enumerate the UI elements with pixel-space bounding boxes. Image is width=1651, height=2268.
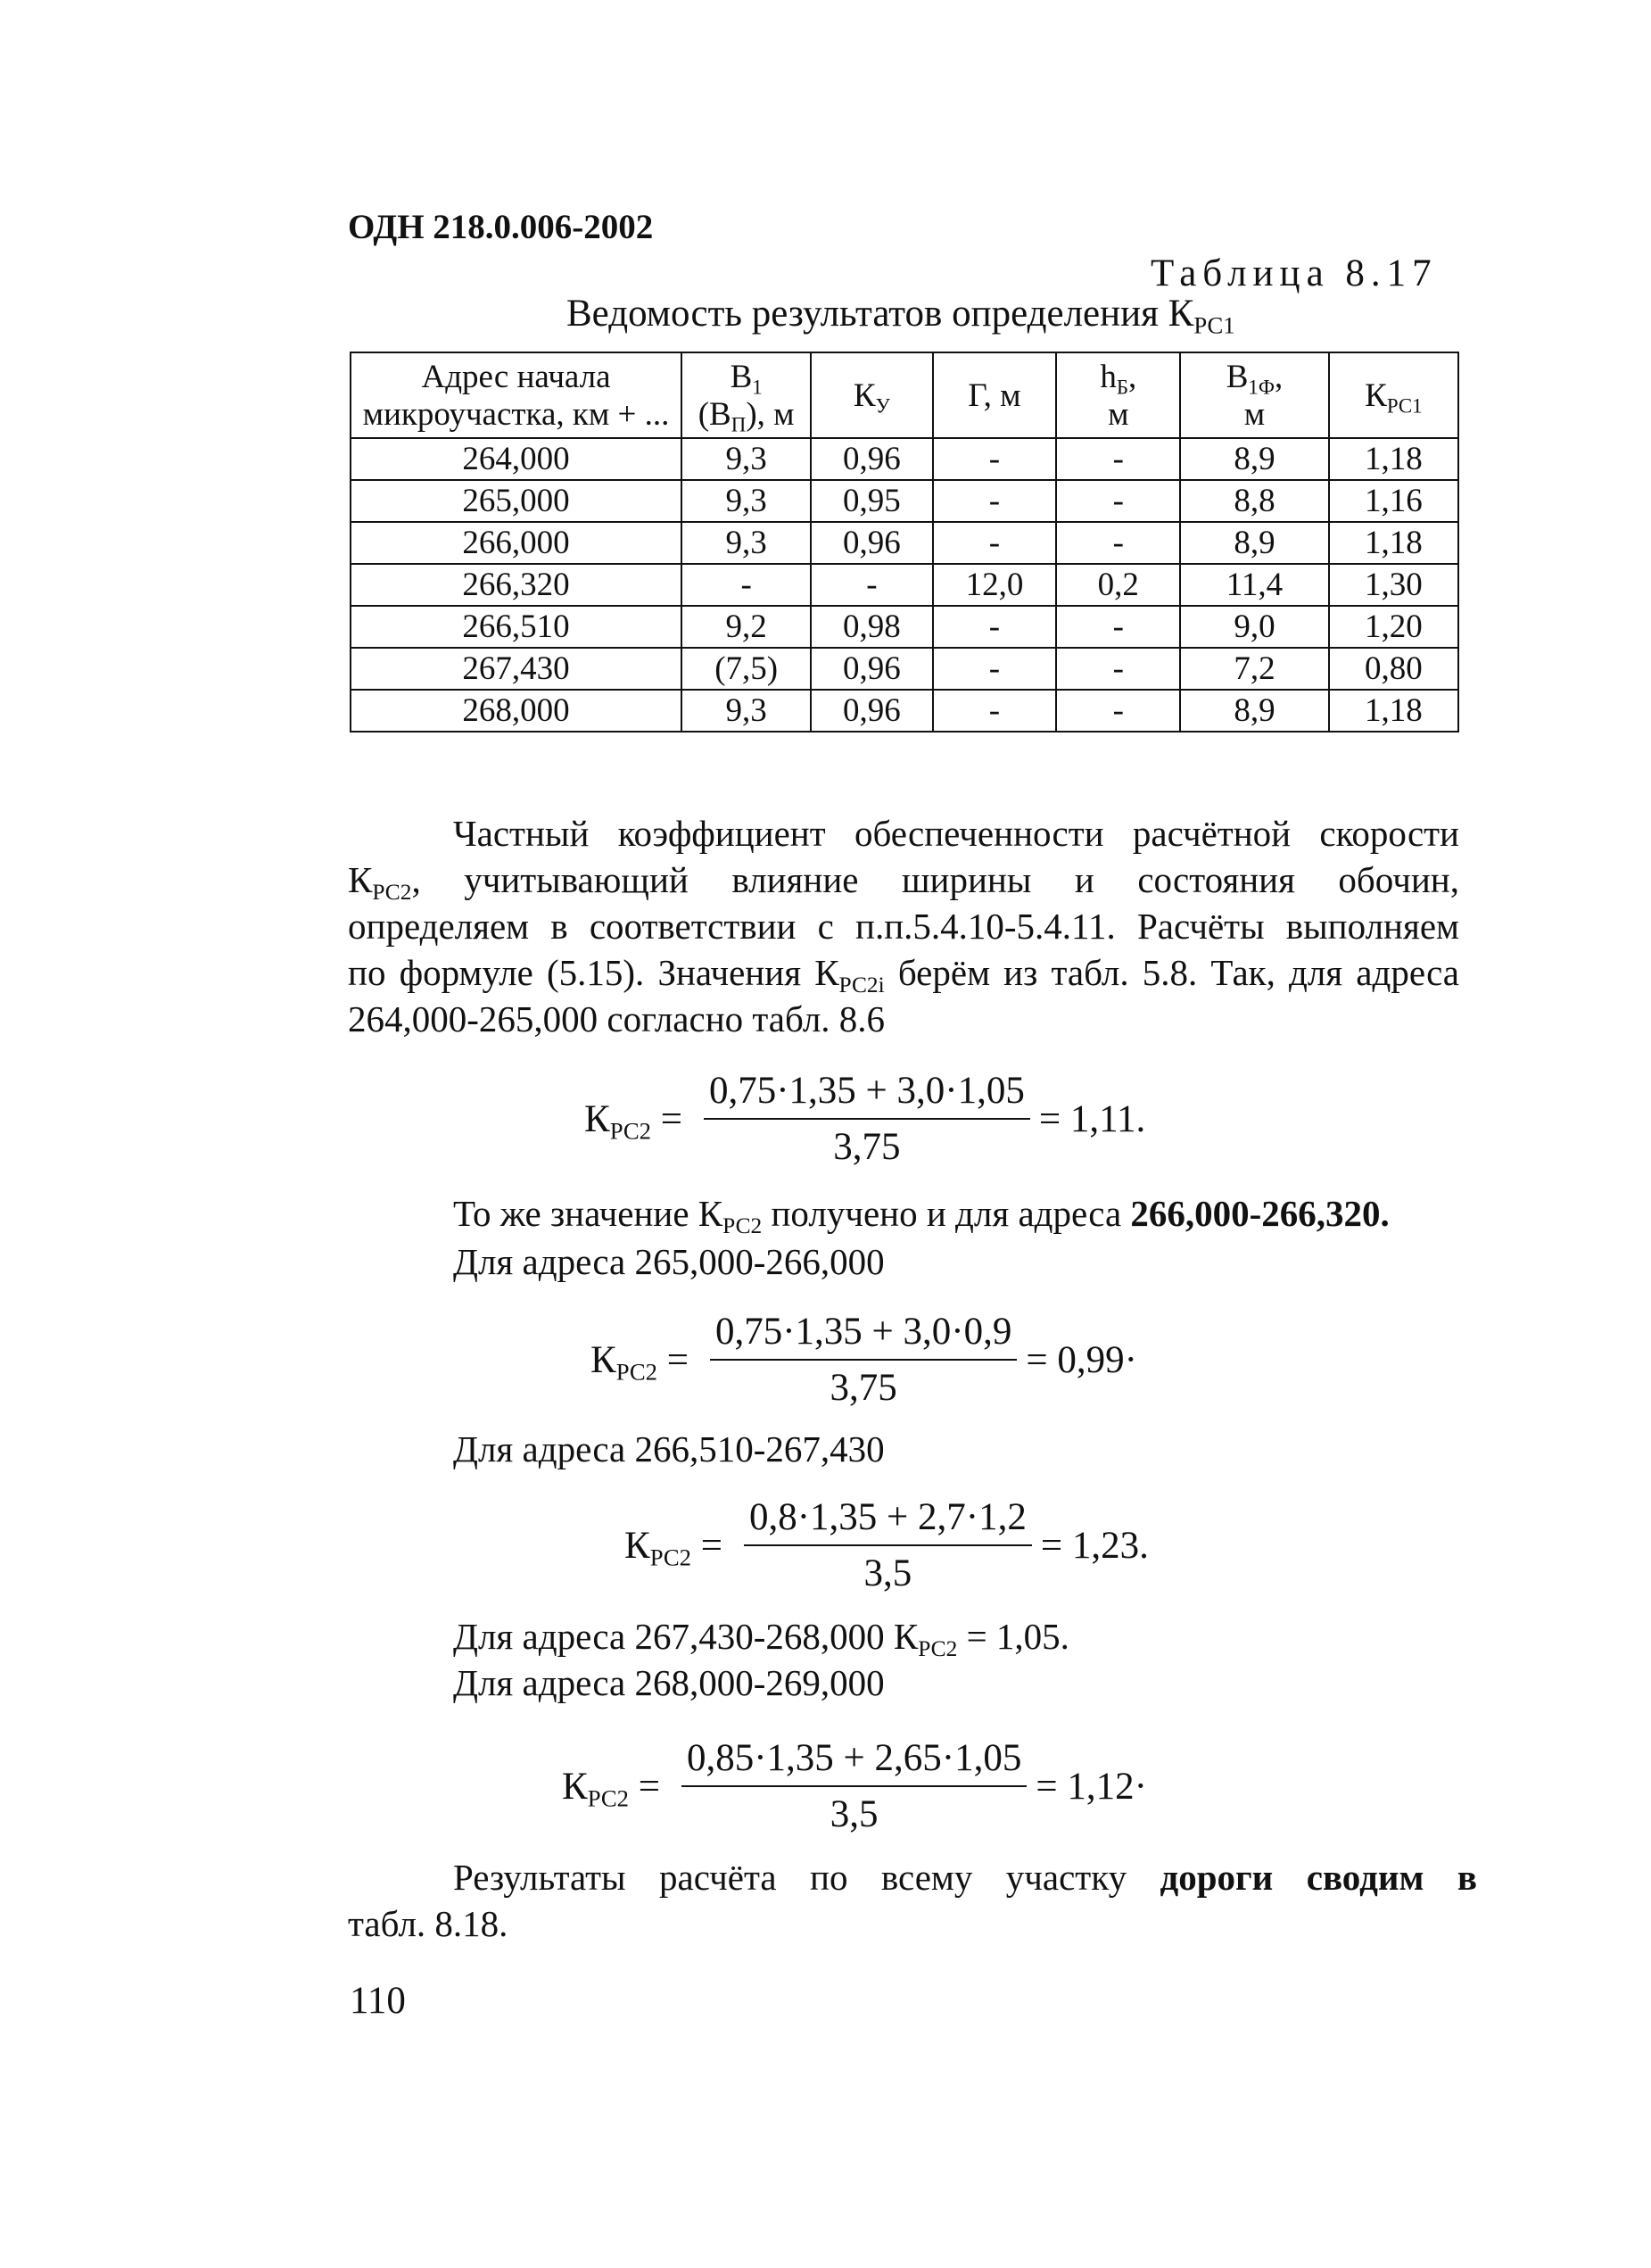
table-row: [351, 438, 1458, 480]
table-cell: (7,5): [681, 648, 811, 690]
address-line-4: Для адреса 268,000-269,000: [453, 1662, 885, 1703]
same-value-text: То же значение $К_{РС2}$ получено и для адреса 266,000-266,320.: [453, 1193, 1390, 1239]
col-header-krc1: $К_{РС1}$: [1329, 352, 1458, 438]
table-cell: 1,30: [1329, 564, 1458, 606]
col-header-g: Г, м: [933, 352, 1057, 438]
table-cell: -: [933, 690, 1057, 732]
results-table: [350, 352, 1459, 733]
table-cell: 1,18: [1329, 522, 1458, 564]
table-cell: 266,320: [351, 564, 681, 606]
table-title: Ведомость результатов определения $К_{РС1}$: [566, 293, 1235, 339]
table-cell: 0,96: [811, 690, 932, 732]
address-line-2: Для адреса 266,510-267,430: [453, 1428, 885, 1469]
table-cell: 0,96: [811, 648, 932, 690]
table-number: Таблица 8.17: [1151, 252, 1438, 294]
paragraph-krc2-intro: Частный коэффициент обеспеченности расчётной скорости $К_{РС2}$, учитывающий влияние ширины и состояния обочин, определяем в соответствии с п.п.5.4.10-5.4.11. Расчёты выполняем по формуле (5.15). Значения $К_{РС2i}$ берём из табл. 5.8. Так, для адреса 264,000-265,000 согласно табл. 8.6: [348, 813, 1459, 1039]
paragraph-results: Результаты расчёта по всему участку дороги сводим в табл. 8.18.: [348, 1857, 1477, 1944]
table-cell: -: [933, 648, 1057, 690]
formula-3: $К_{РС2}$ = $\frac{0,8\cdot 1,35 + 2,7\cdot 1,2}{3,5}$ = 1,23.: [624, 1496, 1149, 1594]
table-cell: 0,96: [811, 522, 932, 564]
formula-2: $К_{РС2}$ = $\frac{0,75\cdot 1,35 + 3,0\cdot 0,9}{3,75}$ = 0,99·: [590, 1311, 1137, 1409]
table-cell: 0,95: [811, 480, 932, 522]
formula-4: $К_{РС2}$ = $\frac{0,85\cdot 1,35 + 2,65\cdot 1,05}{3,5}$ = 1,12·: [562, 1737, 1147, 1835]
table-cell: 0,98: [811, 606, 932, 648]
table-cell: 9,3: [681, 438, 811, 480]
table-cell: 268,000: [351, 690, 681, 732]
table-cell: -: [1056, 648, 1180, 690]
table-cell: 0,96: [811, 438, 932, 480]
table-cell: 1,18: [1329, 690, 1458, 732]
address-line-1: Для адреса 265,000-266,000: [453, 1241, 885, 1282]
table-header-row: [351, 352, 1458, 438]
col-header-b1: $В_1$ $(В_П)$, м: [681, 352, 811, 438]
formula-1: $К_{РС2}$ = $\frac{0,75\cdot 1,35 + 3,0\cdot 1,05}{3,75}$ = 1,11.: [584, 1070, 1146, 1168]
table-row: [351, 522, 1458, 564]
table-cell: -: [1056, 438, 1180, 480]
col-header-b1f: $В_{1Ф}$, м: [1180, 352, 1329, 438]
table-row: [351, 690, 1458, 732]
table-cell: -: [811, 564, 932, 606]
table-cell: -: [933, 522, 1057, 564]
col-header-hb: $h_Б$, м: [1056, 352, 1180, 438]
table-cell: 8,9: [1180, 438, 1329, 480]
table-cell: -: [1056, 480, 1180, 522]
table-cell: 9,0: [1180, 606, 1329, 648]
table-cell: 0,80: [1329, 648, 1458, 690]
table-cell: 265,000: [351, 480, 681, 522]
table-cell: 9,3: [681, 690, 811, 732]
table-cell: 1,18: [1329, 438, 1458, 480]
table-cell: -: [933, 438, 1057, 480]
table-cell: 267,430: [351, 648, 681, 690]
table-cell: 0,2: [1056, 564, 1180, 606]
table-cell: 7,2: [1180, 648, 1329, 690]
table-cell: 266,510: [351, 606, 681, 648]
table-cell: -: [1056, 522, 1180, 564]
table-cell: 11,4: [1180, 564, 1329, 606]
table-cell: -: [1056, 606, 1180, 648]
document-code: ОДН 218.0.006-2002: [348, 208, 654, 246]
table-row: [351, 648, 1458, 690]
table-row: [351, 480, 1458, 522]
table-cell: 1,20: [1329, 606, 1458, 648]
address-line-3: Для адреса 267,430-268,000 $К_{РС2} = 1,05$.: [453, 1616, 1069, 1662]
table-row: [351, 564, 1458, 606]
table-cell: 8,9: [1180, 690, 1329, 732]
col-header-address: Адрес начала микроучастка, км + ...: [351, 352, 681, 438]
table-cell: 264,000: [351, 438, 681, 480]
table-cell: 9,3: [681, 480, 811, 522]
table-cell: 9,3: [681, 522, 811, 564]
table-cell: -: [933, 480, 1057, 522]
table-row: [351, 606, 1458, 648]
table-cell: 9,2: [681, 606, 811, 648]
page-number: 110: [350, 1980, 406, 2022]
col-header-ky: $К_У$: [811, 352, 932, 438]
table-cell: 8,9: [1180, 522, 1329, 564]
table-cell: 266,000: [351, 522, 681, 564]
table-cell: -: [681, 564, 811, 606]
table-cell: 8,8: [1180, 480, 1329, 522]
table-cell: 1,16: [1329, 480, 1458, 522]
table-cell: -: [1056, 690, 1180, 732]
table-cell: 12,0: [933, 564, 1057, 606]
table-cell: -: [933, 606, 1057, 648]
